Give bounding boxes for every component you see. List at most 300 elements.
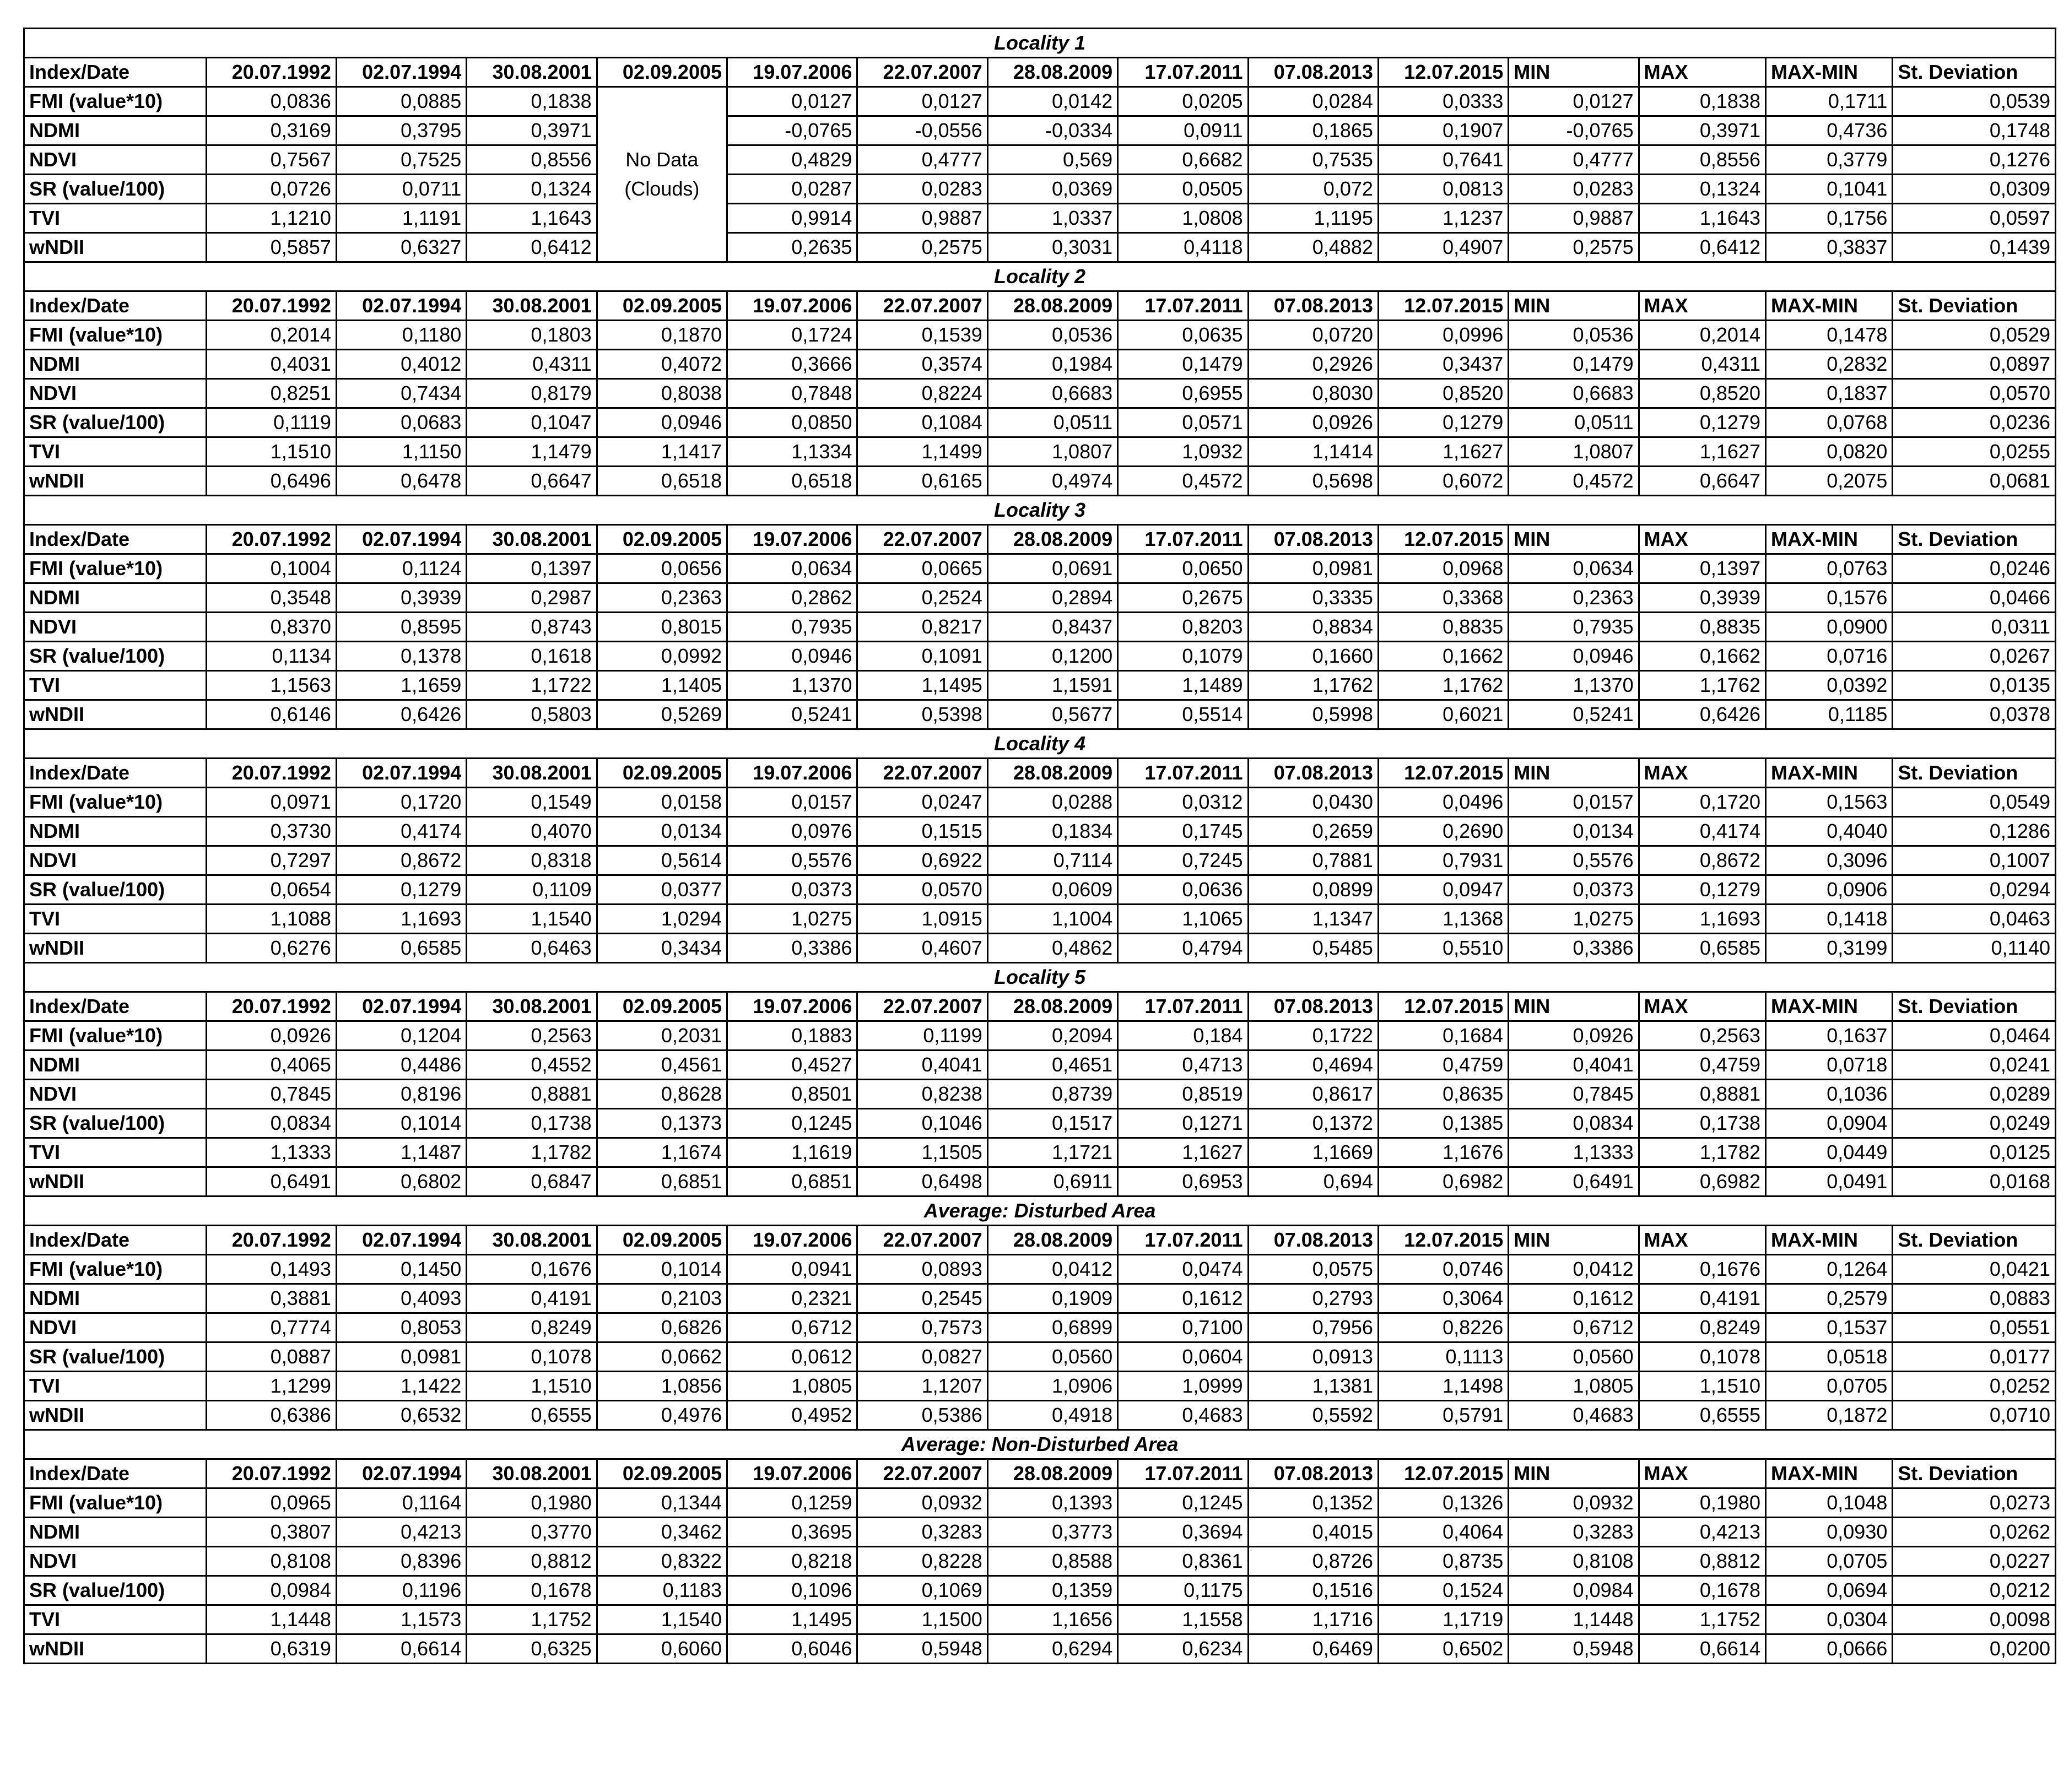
date-column-header: 02.07.1994 [336,291,466,321]
value-cell: 0,6532 [336,1401,466,1430]
value-cell: 0,1200 [987,642,1117,671]
value-cell: 0,4862 [987,934,1117,963]
value-cell: 0,1678 [1639,1576,1765,1605]
value-cell: 1,1422 [336,1372,466,1401]
table-row [24,1138,2056,1167]
section-title: Locality 4 [24,729,2056,759]
date-column-header: 17.07.2011 [1118,1226,1248,1255]
stat-column-header: MAX [1639,759,1765,788]
value-cell: 0,0463 [1893,905,2056,934]
value-cell: 0,0212 [1893,1576,2056,1605]
value-cell: 1,0915 [857,905,987,934]
value-cell: 0,7774 [206,1313,336,1342]
value-cell: 0,6712 [1509,1313,1639,1342]
value-cell: 0,1516 [1248,1576,1378,1605]
stat-column-header: St. Deviation [1893,291,2056,321]
value-cell: 0,1344 [597,1488,727,1518]
value-cell: 0,8735 [1378,1547,1508,1576]
value-cell: 0,1397 [1639,554,1765,583]
index-name: TVI [24,1605,207,1634]
value-cell: 0,0549 [1893,788,2056,817]
stat-column-header: MIN [1509,1459,1639,1488]
value-cell: 0,0932 [857,1488,987,1518]
value-cell: 0,6072 [1378,467,1508,496]
value-cell: 0,0529 [1893,321,2056,350]
value-cell: 0,0716 [1766,642,1893,671]
value-cell: 0,1676 [1639,1255,1765,1284]
value-cell: 0,0654 [206,875,336,905]
value-cell: 1,1627 [1378,437,1508,467]
value-cell: 0,2926 [1248,350,1378,379]
value-cell: 0,1041 [1766,175,1893,204]
value-cell: -0,0765 [1509,116,1639,145]
value-cell: 0,1756 [1766,204,1893,233]
stat-column-header: St. Deviation [1893,525,2056,554]
value-cell: 0,0312 [1118,788,1248,817]
table-body [24,29,2056,1664]
value-cell: 0,4759 [1378,1051,1508,1080]
value-cell: 0,8556 [1639,145,1765,175]
value-cell: 0,0705 [1766,1547,1893,1576]
value-cell: 0,0273 [1893,1488,2056,1518]
date-column-header: 20.07.1992 [206,58,336,87]
index-name: wNDII [24,1167,207,1197]
value-cell: 0,6585 [1639,934,1765,963]
value-cell: 0,6683 [1509,379,1639,408]
table-row [24,1051,2056,1080]
value-cell: 0,8672 [1639,846,1765,875]
value-cell: 0,1724 [727,321,857,350]
value-cell: 0,1004 [206,554,336,583]
value-cell: 0,0900 [1766,613,1893,642]
value-cell: 0,0996 [1378,321,1508,350]
value-cell: 0,0412 [987,1255,1117,1284]
table-row [24,1167,2056,1197]
value-cell: 0,1245 [727,1109,857,1138]
value-cell: 0,1079 [1118,642,1248,671]
value-cell: 0,0971 [206,788,336,817]
value-cell: 0,4072 [597,350,727,379]
table-row [24,408,2056,437]
value-cell: 0,4794 [1118,934,1248,963]
stat-column-header: MAX [1639,1226,1765,1255]
value-cell: 0,5592 [1248,1401,1378,1430]
date-column-header: 30.08.2001 [467,759,597,788]
value-cell: 0,0294 [1893,875,2056,905]
value-cell: 0,0135 [1893,671,2056,700]
value-cell: 0,6496 [206,467,336,496]
value-cell: 0,3807 [206,1518,336,1547]
index-name: NDVI [24,1547,207,1576]
value-cell: 0,0913 [1248,1342,1378,1372]
value-cell: 0,0897 [1893,350,2056,379]
stat-column-header: MAX [1639,291,1765,321]
value-cell: 0,7935 [1509,613,1639,642]
value-cell: 1,1674 [597,1138,727,1167]
index-name: SR (value/100) [24,175,207,204]
value-cell: 0,6899 [987,1313,1117,1342]
value-cell: 0,1352 [1248,1488,1378,1518]
value-cell: 1,0275 [1509,905,1639,934]
value-cell: 0,0911 [1118,116,1248,145]
table-row [24,700,2056,729]
value-cell: 0,1984 [987,350,1117,379]
date-column-header: 28.08.2009 [987,525,1117,554]
value-cell: 0,2103 [597,1284,727,1313]
value-cell: 0,2675 [1118,583,1248,613]
index-name: TVI [24,1138,207,1167]
value-cell: 0,7297 [206,846,336,875]
table-row [24,175,2056,204]
value-cell: 1,1088 [206,905,336,934]
value-cell: 0,1738 [1639,1109,1765,1138]
value-cell: 0,0656 [597,554,727,583]
value-cell: 0,1907 [1378,116,1508,145]
value-cell: 0,1493 [206,1255,336,1284]
stat-column-header: MIN [1509,759,1639,788]
value-cell: 0,0283 [1509,175,1639,204]
value-cell: 0,1007 [1893,846,2056,875]
value-cell: 0,2031 [597,1021,727,1051]
value-cell: 1,1191 [336,204,466,233]
value-cell: 0,8226 [1378,1313,1508,1342]
value-cell: 0,3779 [1766,145,1893,175]
value-cell: 0,6294 [987,1634,1117,1664]
value-cell: 0,8370 [206,613,336,642]
value-cell: 0,6234 [1118,1634,1248,1664]
stat-column-header: MAX [1639,58,1765,87]
value-cell: 0,0984 [206,1576,336,1605]
value-cell: 0,0378 [1893,700,2056,729]
table-row [24,642,2056,671]
table-row [24,671,2056,700]
value-cell: 0,0904 [1766,1109,1893,1138]
stat-column-header: MAX-MIN [1766,291,1893,321]
table-row [24,817,2056,846]
value-cell: 0,1047 [467,408,597,437]
table-row [24,1284,2056,1313]
table-row [24,1021,2056,1051]
value-cell: 0,0249 [1893,1109,2056,1138]
value-cell: 0,0710 [1893,1401,2056,1430]
value-cell: 0,0926 [1509,1021,1639,1051]
value-cell: 0,0311 [1893,613,2056,642]
value-cell: 0,1711 [1766,87,1893,116]
date-column-header: 12.07.2015 [1378,291,1508,321]
value-cell: 1,1643 [1639,204,1765,233]
value-cell: 0,0571 [1118,408,1248,437]
no-data-cell: No Data (Clouds) [597,87,727,262]
value-cell: 0,3694 [1118,1518,1248,1547]
value-cell: 0,8628 [597,1080,727,1109]
value-cell: 0,1865 [1248,116,1378,145]
value-cell: 1,1004 [987,905,1117,934]
value-cell: 1,1489 [1118,671,1248,700]
value-cell: 0,6498 [857,1167,987,1197]
value-cell: 0,3730 [206,817,336,846]
value-cell: 0,1980 [467,1488,597,1518]
value-cell: 0,8228 [857,1547,987,1576]
value-cell: 0,0612 [727,1342,857,1372]
value-cell: 0,0705 [1766,1372,1893,1401]
value-cell: 0,6847 [467,1167,597,1197]
value-cell: 0,8015 [597,613,727,642]
value-cell: 0,3795 [336,116,466,145]
value-cell: 0,0720 [1248,321,1378,350]
value-cell: 0,1014 [597,1255,727,1284]
stat-column-header: St. Deviation [1893,1459,2056,1488]
value-cell: 0,6412 [467,233,597,262]
value-cell: 0,1660 [1248,642,1378,671]
value-cell: 0,6518 [727,467,857,496]
value-cell: 1,1762 [1639,671,1765,700]
index-date-header: Index/Date [24,1459,207,1488]
value-cell: 1,1669 [1248,1138,1378,1167]
date-column-header: 02.07.1994 [336,992,466,1021]
value-cell: 0,1397 [467,554,597,583]
value-cell: 0,8501 [727,1080,857,1109]
index-name: NDMI [24,1284,207,1313]
value-cell: 0,0287 [727,175,857,204]
value-cell: 0,3971 [467,116,597,145]
value-cell: 0,5576 [727,846,857,875]
value-cell: 0,1036 [1766,1080,1893,1109]
value-cell: 0,0834 [1509,1109,1639,1138]
value-cell: 1,1347 [1248,905,1378,934]
index-name: wNDII [24,934,207,963]
value-cell: 0,8520 [1639,379,1765,408]
value-cell: 0,0976 [727,817,857,846]
value-cell: 0,2579 [1766,1284,1893,1313]
value-cell: 0,6426 [1639,700,1765,729]
value-cell: 0,1324 [467,175,597,204]
index-name: SR (value/100) [24,408,207,437]
value-cell: 0,0421 [1893,1255,2056,1284]
value-cell: 0,0464 [1893,1021,2056,1051]
index-name: wNDII [24,233,207,262]
stat-column-header: MAX-MIN [1766,1459,1893,1488]
value-cell: 0,4607 [857,934,987,963]
value-cell: -0,0334 [987,116,1117,145]
value-cell: 1,1370 [1509,671,1639,700]
value-cell: 0,0604 [1118,1342,1248,1372]
value-cell: 0,0267 [1893,642,2056,671]
value-cell: 0,0887 [206,1342,336,1372]
value-cell: 0,7845 [206,1080,336,1109]
value-cell: 0,6851 [597,1167,727,1197]
value-cell: 0,2094 [987,1021,1117,1051]
value-cell: 0,5614 [597,846,727,875]
value-cell: 1,0275 [727,905,857,934]
date-column-header: 07.08.2013 [1248,58,1378,87]
value-cell: 0,5269 [597,700,727,729]
value-cell: 0,8203 [1118,613,1248,642]
stat-column-header: MIN [1509,525,1639,554]
value-cell: 0,3199 [1766,934,1893,963]
value-cell: 1,0805 [1509,1372,1639,1401]
value-cell: 1,1693 [336,905,466,934]
value-cell: 0,0899 [1248,875,1378,905]
date-column-header: 02.07.1994 [336,1459,466,1488]
value-cell: 0,0227 [1893,1547,2056,1576]
date-column-header: 19.07.2006 [727,58,857,87]
value-cell: 0,0768 [1766,408,1893,437]
value-cell: 0,3881 [206,1284,336,1313]
value-cell: 0,4311 [467,350,597,379]
value-cell: 1,1414 [1248,437,1378,467]
value-cell: 0,0157 [727,788,857,817]
value-cell: 1,0856 [597,1372,727,1401]
value-cell: 0,0247 [857,788,987,817]
value-cell: 0,0575 [1248,1255,1378,1284]
value-cell: 0,3096 [1766,846,1893,875]
table-row [24,437,2056,467]
date-column-header: 22.07.2007 [857,992,987,1021]
value-cell: 1,1563 [206,671,336,700]
value-cell: 0,9887 [1509,204,1639,233]
value-cell: 0,0570 [857,875,987,905]
value-cell: 1,1417 [597,437,727,467]
stat-column-header: MAX [1639,992,1765,1021]
table-row [24,905,2056,934]
value-cell: 0,2575 [857,233,987,262]
value-cell: 0,1069 [857,1576,987,1605]
value-cell: 0,0635 [1118,321,1248,350]
value-cell: 0,0309 [1893,175,2056,204]
index-name: NDVI [24,613,207,642]
value-cell: 0,1119 [206,408,336,437]
value-cell: 0,4040 [1766,817,1893,846]
value-cell: 1,1659 [336,671,466,700]
value-cell: 0,3548 [206,583,336,613]
value-cell: 1,0906 [987,1372,1117,1401]
stat-column-header: MIN [1509,1226,1639,1255]
value-cell: 0,3283 [1509,1518,1639,1547]
stat-column-header: MAX-MIN [1766,759,1893,788]
stat-column-header: MAX [1639,1459,1765,1488]
value-cell: 0,5514 [1118,700,1248,729]
stat-column-header: MIN [1509,291,1639,321]
value-cell: 0,9914 [727,204,857,233]
value-cell: 0,0930 [1766,1518,1893,1547]
value-cell: 1,1716 [1248,1605,1378,1634]
value-cell: 0,7434 [336,379,466,408]
value-cell: 0,2563 [467,1021,597,1051]
stat-column-header: MIN [1509,58,1639,87]
value-cell: 0,0496 [1378,788,1508,817]
value-cell: 0,0134 [597,817,727,846]
date-column-header: 17.07.2011 [1118,992,1248,1021]
value-cell: 0,8038 [597,379,727,408]
date-column-header: 12.07.2015 [1378,58,1508,87]
value-cell: 0,4694 [1248,1051,1378,1080]
value-cell: 0,8835 [1639,613,1765,642]
value-cell: 0,0262 [1893,1518,2056,1547]
value-cell: 0,6911 [987,1167,1117,1197]
date-column-header: 20.07.1992 [206,1226,336,1255]
value-cell: 0,0834 [206,1109,336,1138]
value-cell: 0,1883 [727,1021,857,1051]
table-row [24,788,2056,817]
value-cell: 0,0284 [1248,87,1378,116]
value-cell: 0,4174 [336,817,466,846]
value-cell: 0,0255 [1893,437,2056,467]
table-row [24,321,2056,350]
value-cell: 0,6021 [1378,700,1508,729]
value-cell: 0,0941 [727,1255,857,1284]
value-cell: 0,0127 [1509,87,1639,116]
value-cell: 1,1627 [1118,1138,1248,1167]
table-row [24,846,2056,875]
section-title: Locality 2 [24,262,2056,291]
table-row [24,1547,2056,1576]
date-column-header: 17.07.2011 [1118,759,1248,788]
value-cell: 0,1745 [1118,817,1248,846]
section-title: Locality 5 [24,963,2056,992]
value-cell: 0,1279 [336,875,466,905]
value-cell: 0,0968 [1378,554,1508,583]
value-cell: 0,2321 [727,1284,857,1313]
value-cell: 0,6518 [597,467,727,496]
value-cell: 0,4952 [727,1401,857,1430]
value-cell: 0,0560 [987,1342,1117,1372]
value-cell: 0,0466 [1893,583,2056,613]
value-cell: 0,1046 [857,1109,987,1138]
value-cell: 0,4041 [857,1051,987,1080]
value-cell: 0,1199 [857,1021,987,1051]
value-cell: 0,0718 [1766,1051,1893,1080]
value-cell: 0,0236 [1893,408,2056,437]
value-cell: 0,0992 [597,642,727,671]
value-cell: 0,1722 [1248,1021,1378,1051]
value-cell: 0,8238 [857,1080,987,1109]
value-cell: 0,1204 [336,1021,466,1051]
value-cell: 0,1078 [1639,1342,1765,1372]
value-cell: 0,7245 [1118,846,1248,875]
value-cell: 0,7100 [1118,1313,1248,1342]
value-cell: 0,1140 [1893,934,2056,963]
value-cell: 0,1276 [1893,145,2056,175]
value-cell: 0,3773 [987,1518,1117,1547]
date-column-header: 07.08.2013 [1248,759,1378,788]
index-name: SR (value/100) [24,875,207,905]
value-cell: 0,4213 [1639,1518,1765,1547]
value-cell: 0,8726 [1248,1547,1378,1576]
date-column-header: 22.07.2007 [857,1226,987,1255]
value-cell: 0,0536 [1509,321,1639,350]
value-cell: 1,1643 [467,204,597,233]
value-cell: 1,1487 [336,1138,466,1167]
table-row [24,1605,2056,1634]
value-cell: 0,6826 [597,1313,727,1342]
value-cell: 0,8224 [857,379,987,408]
value-cell: 0,1124 [336,554,466,583]
value-cell: 0,3971 [1639,116,1765,145]
index-name: FMI (value*10) [24,321,207,350]
value-cell: 0,0683 [336,408,466,437]
value-cell: 0,1479 [1118,350,1248,379]
table-row [24,87,2056,116]
value-cell: 0,0609 [987,875,1117,905]
value-cell: 0,1676 [467,1255,597,1284]
value-cell: 0,8249 [467,1313,597,1342]
value-cell: 0,1834 [987,817,1117,846]
value-cell: 0,6046 [727,1634,857,1664]
value-cell: 0,9887 [857,204,987,233]
value-cell: 0,1980 [1639,1488,1765,1518]
date-column-header: 28.08.2009 [987,1459,1117,1488]
value-cell: 0,0726 [206,175,336,204]
